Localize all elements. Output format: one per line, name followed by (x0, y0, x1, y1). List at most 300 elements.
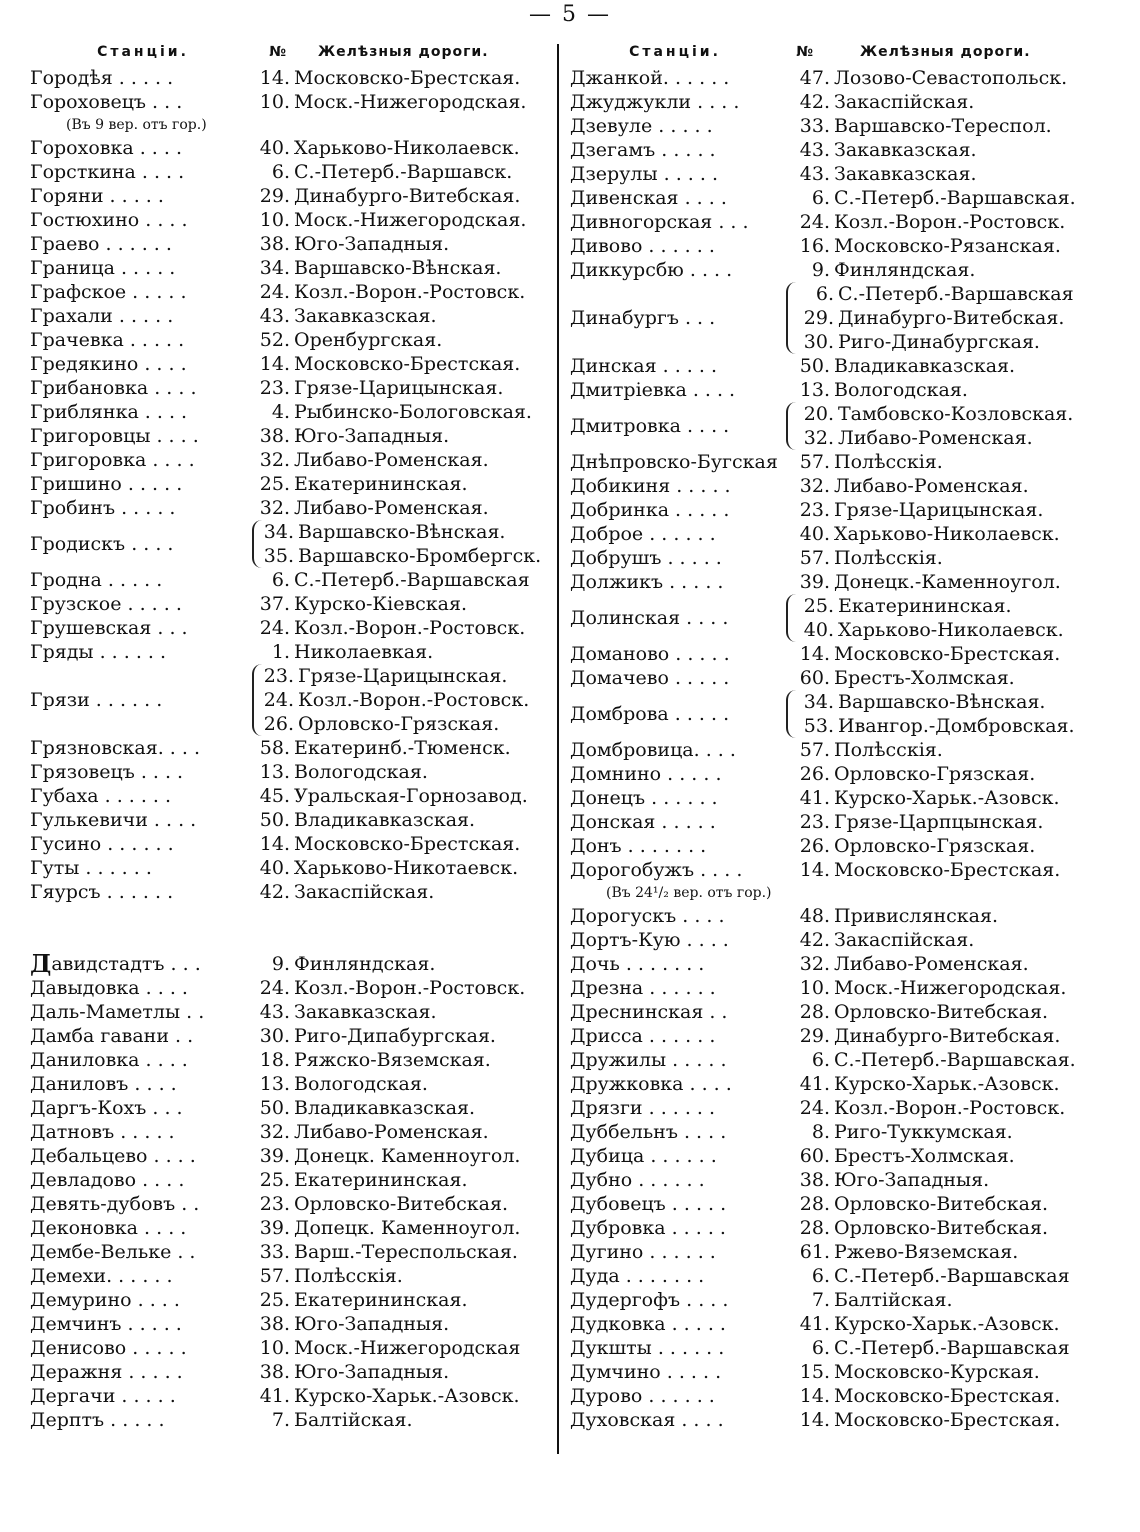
railway-name: С.-Петерб.-Варшавская (834, 1337, 1070, 1359)
line-number: 24. (263, 689, 294, 711)
station-name: Гостюхино . . . . (30, 209, 188, 231)
railway-name: Динабурго-Витебская. (834, 1025, 1061, 1047)
station-row (30, 136, 552, 160)
railway-line (252, 1096, 475, 1120)
station-name: Граница . . . . . (30, 257, 176, 279)
station-name: Горяни . . . . . (30, 185, 164, 207)
railway-line (252, 1120, 489, 1144)
line-number: 15. (799, 1361, 830, 1383)
station-row (570, 114, 1110, 138)
station-row (570, 858, 1110, 882)
railway-line (786, 786, 1060, 810)
railway-line (252, 1240, 518, 1264)
railway-line (252, 400, 532, 424)
railway-name: Московско-Брестская. (294, 353, 521, 375)
station-name: Духовская . . . . (570, 1409, 724, 1431)
railway-name: Варшавско-Вѣнская. (294, 257, 502, 279)
station-row (30, 1144, 552, 1168)
station-row (570, 546, 1110, 570)
railway-line (252, 136, 520, 160)
line-number: 38. (259, 1313, 290, 1335)
station-row (570, 258, 1110, 282)
station-name: Дубно . . . . . . (570, 1169, 705, 1191)
line-number: 7. (811, 1289, 830, 1311)
railway-name: Риго-Дипабургская. (294, 1025, 496, 1047)
railway-line (786, 1024, 1060, 1048)
line-number: 9. (271, 953, 290, 975)
station-name: Грибановка . . . . (30, 377, 197, 399)
station-row (570, 162, 1110, 186)
distance-note: (Въ 9 вер. отъ гор.) (66, 117, 207, 133)
railway-line (252, 1168, 468, 1192)
line-number: 10. (259, 209, 290, 231)
station-row (30, 640, 552, 664)
station-name: Грачевка . . . . . (30, 329, 185, 351)
station-name: Горсткина . . . . (30, 161, 185, 183)
railway-name: Орловско-Витебская. (294, 1193, 509, 1215)
station-row (30, 160, 552, 184)
railway-name: Варшавско-Тереспол. (834, 115, 1052, 137)
railway-name: Харьково-Никотаевск. (294, 857, 519, 879)
railway-line (252, 616, 525, 640)
station-row (30, 1168, 552, 1192)
station-name: Дзевуле . . . . . (570, 115, 713, 137)
station-name: Добикиня . . . . . (570, 475, 731, 497)
line-number: 6. (271, 569, 290, 591)
station-row (570, 1072, 1110, 1096)
railway-line (786, 162, 977, 186)
railway-name: Закаспійская. (294, 881, 435, 903)
line-number: 24. (799, 211, 830, 233)
railway-name: Уральская-Горнозавод. (294, 785, 528, 807)
railway-line (786, 762, 1035, 786)
railway-name: С.-Петерб.-Варшавская. (834, 1049, 1076, 1071)
railway-line (786, 378, 968, 402)
railway-name: Допецк. Каменноугол. (294, 1217, 521, 1239)
station-name: Грязи . . . . . . (30, 689, 163, 711)
railway-line (252, 1072, 428, 1096)
railway-line (252, 1312, 449, 1336)
station-name: Джуджукли . . . . (570, 91, 740, 113)
station-row (570, 66, 1110, 90)
railway-name: Харьково-Николаевск. (834, 523, 1060, 545)
railway-name: Риго-Туккумская. (834, 1121, 1013, 1143)
railway-name: Екатерининская. (294, 1289, 468, 1311)
railway-line (786, 138, 977, 162)
station-name: Гороховецъ . . . (30, 91, 183, 113)
station-name: Григоровцы . . . . (30, 425, 199, 447)
railway-line (256, 544, 541, 568)
railway-name: Курско-Кіевская. (294, 593, 468, 615)
line-number: 33. (259, 1241, 290, 1263)
railway-name: Донецк. Каменноугол. (294, 1145, 521, 1167)
station-name: Донъ . . . . . . . (570, 835, 707, 857)
railway-line (252, 328, 442, 352)
line-number: 8. (811, 1121, 830, 1143)
railway-line (252, 376, 503, 400)
railway-name: Ржево-Вяземская. (834, 1241, 1019, 1263)
railway-name: Варшавско-Вѣнская. (298, 521, 506, 543)
railway-line (790, 306, 1074, 330)
line-number: 43. (259, 1001, 290, 1023)
line-number: 33. (799, 115, 830, 137)
railway-line (256, 688, 529, 712)
line-number: 32. (799, 475, 830, 497)
station-name: Дрисса . . . . . . (570, 1025, 716, 1047)
line-number: 52. (259, 329, 290, 351)
station-row (570, 234, 1110, 258)
station-row (30, 352, 552, 376)
header-number: № (796, 44, 814, 60)
line-number: 57. (799, 739, 830, 761)
station-name: Дочь . . . . . . . (570, 953, 705, 975)
railway-line (252, 1384, 520, 1408)
station-name: Дукшты . . . . . . (570, 1337, 725, 1359)
line-number: 50. (259, 809, 290, 831)
station-name: Думчино . . . . . (570, 1361, 722, 1383)
station-name: Гредякино . . . . (30, 353, 187, 375)
line-number: 48. (799, 905, 830, 927)
line-number: 6. (811, 1049, 830, 1071)
railway-line (252, 280, 525, 304)
railway-name: Владикавказская. (294, 1097, 476, 1119)
station-name: Дорогускъ . . . . (570, 905, 725, 927)
railway-line (252, 880, 434, 904)
station-name: Девять-дубовъ . . (30, 1193, 200, 1215)
station-name: Дружковка . . . . (570, 1073, 732, 1095)
station-row (570, 594, 1110, 642)
railway-line (786, 570, 1061, 594)
station-name: Даниловъ . . . . (30, 1073, 177, 1095)
line-number: 25. (259, 1289, 290, 1311)
railway-line (786, 952, 1029, 976)
line-number: 6. (815, 283, 834, 305)
line-number: 10. (259, 1337, 290, 1359)
railway-name: Либаво-Роменская. (834, 475, 1029, 497)
station-row (30, 952, 552, 976)
line-number: 60. (799, 667, 830, 689)
line-number: 38. (259, 425, 290, 447)
railway-name: Ивангор.-Домбровская. (838, 715, 1075, 737)
line-number: 28. (799, 1217, 830, 1239)
line-number: 32. (799, 953, 830, 975)
header-station: Станціи. (97, 44, 189, 60)
station-name: Дзегамъ . . . . . (570, 139, 716, 161)
line-number: 24. (259, 977, 290, 999)
station-list-right (570, 66, 1110, 1432)
line-number: 35. (263, 545, 294, 567)
station-name: Давыдовка . . . . (30, 977, 188, 999)
station-name: Графское . . . . . (30, 281, 187, 303)
station-row (570, 1024, 1110, 1048)
station-row (30, 1288, 552, 1312)
line-number: 39. (799, 571, 830, 593)
station-name: Дембе-Вельке . . (30, 1241, 196, 1263)
line-number: 37. (259, 593, 290, 615)
station-name: Донецъ . . . . . . (570, 787, 718, 809)
station-row (30, 520, 552, 568)
station-row (570, 666, 1110, 690)
railway-name: Владикавказская. (834, 355, 1016, 377)
railway-line (252, 472, 468, 496)
line-number: 24. (259, 281, 290, 303)
line-number: 34. (263, 521, 294, 543)
line-number: 57. (259, 1265, 290, 1287)
station-name: Деконовка . . . . (30, 1217, 187, 1239)
railway-line (252, 496, 489, 520)
railway-name: Харьково-Николаевск. (294, 137, 520, 159)
station-name: Городѣя . . . . . (30, 67, 174, 89)
line-number: 29. (799, 1025, 830, 1047)
station-row (30, 1192, 552, 1216)
line-number: 14. (259, 353, 290, 375)
railway-name: Орловско-Грязская. (298, 713, 500, 735)
station-row (570, 570, 1110, 594)
line-number: 53. (803, 715, 834, 737)
line-number: 26. (799, 763, 830, 785)
railway-name: Грязе-Царпцынская. (834, 811, 1044, 833)
line-number: 32. (259, 497, 290, 519)
line-number: 14. (259, 833, 290, 855)
section-gap (30, 904, 552, 952)
railway-name: Козл.-Ворон.-Ростовск. (834, 211, 1066, 233)
line-number: 9. (811, 259, 830, 281)
station-row (570, 642, 1110, 666)
railway-name: Моск.-Нижегородская. (834, 977, 1067, 999)
station-name: Дудковка . . . . . (570, 1313, 726, 1335)
line-number: 14. (259, 67, 290, 89)
station-row (570, 952, 1110, 976)
railway-name: Юго-Западныя. (834, 1169, 990, 1191)
line-number: 61. (799, 1241, 830, 1263)
railway-line (786, 1096, 1065, 1120)
line-number: 32. (259, 449, 290, 471)
station-row (30, 856, 552, 880)
railway-name: Грязе-Царицынская. (294, 377, 504, 399)
station-name: Домачево . . . . . (570, 667, 730, 689)
column-header (30, 44, 552, 66)
railway-name: Козл.-Ворон.-Ростовск. (294, 977, 526, 999)
station-name: Гяурсъ . . . . . . (30, 881, 174, 903)
railway-name: Риго-Динабургская. (838, 331, 1040, 353)
station-row (570, 928, 1110, 952)
station-row (570, 738, 1110, 762)
railway-name: Балтійская. (834, 1289, 953, 1311)
station-row (570, 786, 1110, 810)
railway-line (252, 1048, 491, 1072)
railway-line (252, 304, 437, 328)
railway-line (252, 1288, 468, 1312)
railway-line (252, 1000, 437, 1024)
station-row (570, 498, 1110, 522)
distance-note: (Въ 24¹/₂ вер. отъ гор.) (606, 885, 772, 901)
station-row (570, 450, 1110, 474)
railway-line (786, 186, 1076, 210)
railway-line (786, 354, 1015, 378)
station-name: Дортъ-Кую . . . . (570, 929, 729, 951)
railway-name: Орловско-Витебская. (834, 1217, 1049, 1239)
railway-name: Моск.-Нижегородская. (294, 91, 527, 113)
station-name: Гробинъ . . . . . (30, 497, 176, 519)
station-name: Дивово . . . . . . (570, 235, 715, 257)
station-name: Дубовецъ . . . . . (570, 1193, 727, 1215)
railway-name: Курско-Харьк.-Азовск. (834, 787, 1060, 809)
railway-name: Юго-Западныя. (294, 1361, 450, 1383)
railway-line (252, 1408, 412, 1432)
railway-name: Брестъ-Холмская. (834, 1145, 1015, 1167)
line-number: 28. (799, 1193, 830, 1215)
railway-name: Либаво-Роменская. (294, 449, 489, 471)
station-row (570, 976, 1110, 1000)
station-row (570, 834, 1110, 858)
railway-line (790, 618, 1064, 642)
railway-name: Московско-Брестская. (294, 67, 521, 89)
station-name: Губаха . . . . . . (30, 785, 172, 807)
station-name: Грузское . . . . . (30, 593, 182, 615)
line-number: 13. (259, 1073, 290, 1095)
station-name: Домброва . . . . . (570, 703, 730, 725)
station-name: Дудергофъ . . . . (570, 1289, 729, 1311)
header-railway: Желѣзныя дороги. (860, 44, 1031, 60)
line-number: 30. (259, 1025, 290, 1047)
line-number: 13. (259, 761, 290, 783)
line-number: 26. (799, 835, 830, 857)
railway-line (252, 760, 428, 784)
station-name: Гусино . . . . . . (30, 833, 174, 855)
railway-line (786, 1336, 1070, 1360)
station-row (30, 448, 552, 472)
railway-line (786, 666, 1015, 690)
railway-name: Закаспійская. (834, 929, 975, 951)
line-number: 50. (259, 1097, 290, 1119)
line-number: 41. (799, 1313, 830, 1335)
railway-line (786, 522, 1060, 546)
railway-line (252, 352, 520, 376)
line-number: 7. (271, 1409, 290, 1431)
station-name: Девладово . . . . (30, 1169, 185, 1191)
line-number: 40. (799, 523, 830, 545)
station-row (30, 66, 552, 90)
railway-line (786, 1216, 1048, 1240)
line-number: 45. (259, 785, 290, 807)
railway-name: Финляндская. (294, 953, 436, 975)
station-row (30, 1360, 552, 1384)
line-number: 1. (271, 641, 290, 663)
railway-name: Вологодская. (294, 1073, 428, 1095)
railway-name: Московско-Курская. (834, 1361, 1040, 1383)
header-number: № (269, 44, 287, 60)
station-name: Гороховка . . . . (30, 137, 182, 159)
line-number: 40. (803, 619, 834, 641)
station-name: Грязовецъ . . . . (30, 761, 184, 783)
station-row (30, 1072, 552, 1096)
station-row (570, 1312, 1110, 1336)
railway-line (790, 282, 1074, 306)
line-number: 10. (799, 977, 830, 999)
line-number: 58. (259, 737, 290, 759)
station-row (30, 472, 552, 496)
station-row (30, 1024, 552, 1048)
line-number: 10. (259, 91, 290, 113)
station-row (30, 304, 552, 328)
station-row (570, 1192, 1110, 1216)
station-row (30, 280, 552, 304)
line-number: 23. (259, 377, 290, 399)
station-row (570, 186, 1110, 210)
railway-name: Козл.-Ворон.-Ростовск. (294, 281, 526, 303)
railway-line (786, 210, 1065, 234)
line-number: 43. (799, 163, 830, 185)
railway-name: Грязе-Царицынская. (298, 665, 508, 687)
line-number: 28. (799, 1001, 830, 1023)
line-number: 26. (263, 713, 294, 735)
railway-name: Екатерининская. (294, 1169, 468, 1191)
station-row (30, 1384, 552, 1408)
line-number: 41. (259, 1385, 290, 1407)
railway-line (252, 832, 520, 856)
station-row (30, 808, 552, 832)
line-number: 43. (259, 305, 290, 327)
railway-name: Юго-Западныя. (294, 1313, 450, 1335)
railway-name: Моск.-Нижегородская. (294, 209, 527, 231)
line-number: 14. (799, 1409, 830, 1431)
railway-line (252, 1264, 403, 1288)
railway-line (786, 976, 1066, 1000)
station-row (30, 568, 552, 592)
railway-name: Оренбургская. (294, 329, 443, 351)
station-row (570, 378, 1110, 402)
railway-line (790, 714, 1075, 738)
station-row (570, 90, 1110, 114)
station-name: Дреснинская . . (570, 1001, 728, 1023)
railway-line (252, 90, 526, 114)
railway-name: Московско-Брестская. (834, 859, 1061, 881)
railway-line (252, 1024, 496, 1048)
railway-name: Екатерининская. (294, 473, 468, 495)
railway-line (252, 952, 435, 976)
line-number: 14. (799, 1385, 830, 1407)
station-row (570, 1168, 1110, 1192)
railway-line (252, 856, 518, 880)
station-name: Грушевская . . . (30, 617, 188, 639)
railway-name: Полѣсскія. (834, 547, 943, 569)
line-number: 20. (803, 403, 834, 425)
railway-line (252, 784, 528, 808)
station-name: Демехи. . . . . . (30, 1265, 173, 1287)
station-row (30, 1096, 552, 1120)
railway-name: Владикавказская. (294, 809, 476, 831)
railway-line (786, 1168, 989, 1192)
station-name: Дурово . . . . . . (570, 1385, 715, 1407)
station-row (570, 1240, 1110, 1264)
railway-name: С.-Петерб.-Варшавская (294, 569, 530, 591)
station-row (30, 1120, 552, 1144)
railway-name: Динабурго-Витебская. (294, 185, 521, 207)
station-row (30, 90, 552, 114)
station-name: Дрязги . . . . . . (570, 1097, 716, 1119)
railway-line (252, 1216, 520, 1240)
station-row (30, 616, 552, 640)
station-name: Денисово . . . . . (30, 1337, 187, 1359)
railway-line (786, 1192, 1048, 1216)
line-number: 57. (799, 451, 830, 473)
railway-line (790, 426, 1073, 450)
railway-name: Юго-Западныя. (294, 425, 450, 447)
station-row (570, 1360, 1110, 1384)
line-number: 42. (259, 881, 290, 903)
station-name: Диккурсбю . . . . (570, 259, 733, 281)
line-number: 14. (799, 643, 830, 665)
